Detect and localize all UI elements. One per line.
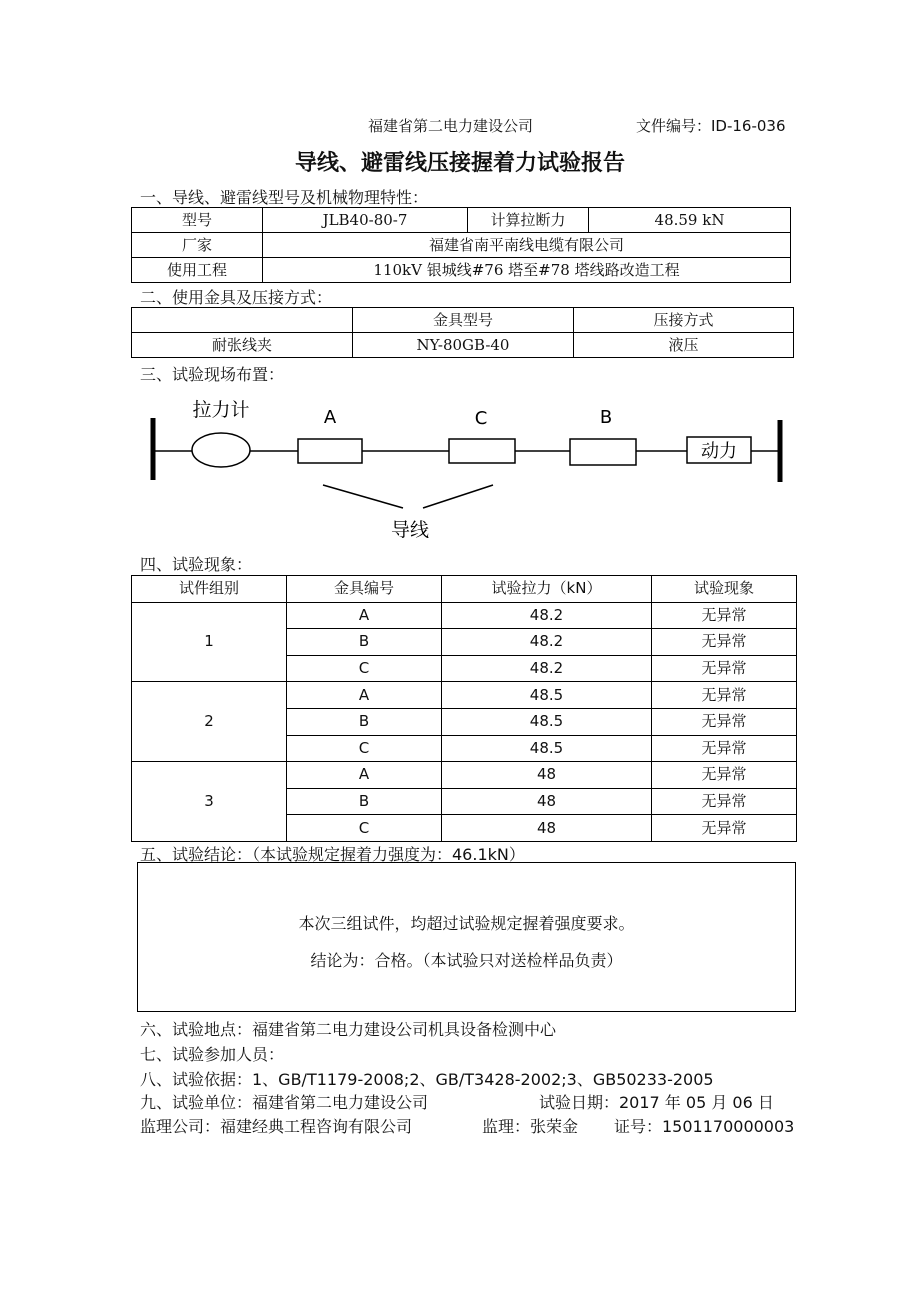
fitting-id-cell: A [287,682,442,709]
pointer-line-right [423,485,493,508]
result-cell: 无异常 [652,815,797,842]
result-cell: 无异常 [652,788,797,815]
fitting-b-box [570,439,636,465]
fitting-id-cell: A [287,602,442,629]
force-header: 试验拉力（kN） [442,576,652,603]
manufacturer-label: 厂家 [132,233,263,258]
tension-meter-shape [192,433,250,467]
test-date: 试验日期：2017 年 05 月 06 日 [539,1093,774,1112]
force-cell: 48.5 [442,682,652,709]
table-row [132,333,794,358]
document-number: 文件编号：ID-16-036 [636,117,786,135]
certificate-number: 证号：1501170000003 [614,1117,795,1136]
break-force-label: 计算拉断力 [468,208,589,233]
fitting-b-label: B [599,407,613,428]
fitting-id-cell: B [287,788,442,815]
empty-cell [132,308,353,333]
participants: 七、试验参加人员： [140,1045,285,1064]
report-title: 导线、避雷线压接握着力试验报告 [294,151,625,176]
fitting-model: NY-80GB-40 [353,333,574,358]
result-cell: 无异常 [652,655,797,682]
table-row [132,233,791,258]
section2-heading: 二、使用金具及压接方式： [140,288,333,307]
fitting-id-cell: C [287,735,442,762]
group-cell: 1 [132,602,287,682]
section5-heading: 五、试验结论：（本试验规定握着力强度为：46.1kN） [140,845,525,864]
table-header-row [132,576,797,603]
force-cell: 48 [442,815,652,842]
group-header: 试件组别 [132,576,287,603]
force-cell: 48.5 [442,735,652,762]
conclusion-line-1: 本次三组试件，均超过试验规定握着强度要求。 [298,914,635,933]
force-cell: 48.2 [442,629,652,656]
conductor-label: 导线 [390,519,430,541]
power-label: 动力 [701,441,737,462]
project-value: 110kV 银城线#76 塔至#78 塔线路改造工程 [263,258,791,283]
table-row [132,208,791,233]
fitting-model-header: 金具型号 [353,308,574,333]
force-cell: 48 [442,762,652,789]
fitting-id-cell: C [287,815,442,842]
fitting-id-cell: A [287,762,442,789]
table-row [132,602,797,629]
result-cell: 无异常 [652,708,797,735]
fitting-c-label: C [474,408,488,429]
conclusion-box [137,862,796,1012]
crimp-method-header: 压接方式 [574,308,794,333]
fitting-a-label: A [323,407,337,428]
manufacturer-value: 福建省南平南线电缆有限公司 [263,233,791,258]
model-value: JLB40-80-7 [263,208,468,233]
table-row [132,258,791,283]
table-row [132,682,797,709]
result-cell: 无异常 [652,602,797,629]
fitting-id-cell: B [287,629,442,656]
group-cell: 3 [132,762,287,842]
fitting-c-box [449,439,515,463]
force-cell: 48 [442,788,652,815]
conclusion-line-2: 结论为：合格。（本试验只对送检样品负责） [310,951,623,970]
section1-heading: 一、导线、避雷线型号及机械物理特性： [140,188,429,207]
force-cell: 48.5 [442,708,652,735]
result-cell: 无异常 [652,735,797,762]
conductor-spec-table [131,207,791,283]
fitting-id-header: 金具编号 [287,576,442,603]
break-force-value: 48.59 kN [589,208,791,233]
fitting-table [131,307,794,358]
fitting-id-cell: B [287,708,442,735]
fitting-a-box [298,439,362,463]
result-cell: 无异常 [652,762,797,789]
test-location: 六、试验地点：福建省第二电力建设公司机具设备检测中心 [140,1020,557,1039]
supervisor-company: 监理公司：福建经典工程咨询有限公司 [140,1117,413,1136]
project-label: 使用工程 [132,258,263,283]
test-layout-diagram [140,390,800,550]
fitting-name: 耐张线夹 [132,333,353,358]
fitting-id-cell: C [287,655,442,682]
tension-meter-label: 拉力计 [192,399,250,421]
group-cell: 2 [132,682,287,762]
crimp-method: 液压 [574,333,794,358]
test-unit: 九、试验单位：福建省第二电力建设公司 [140,1093,429,1112]
force-cell: 48.2 [442,655,652,682]
section4-heading: 四、试验现象： [140,555,253,574]
result-cell: 无异常 [652,682,797,709]
model-label: 型号 [132,208,263,233]
test-results-table [131,575,797,842]
table-row [132,308,794,333]
force-cell: 48.2 [442,602,652,629]
result-cell: 无异常 [652,629,797,656]
pointer-line-left [323,485,403,508]
table-row [132,762,797,789]
company-header: 福建省第二电力建设公司 [368,117,534,135]
supervisor-name: 监理：张荣金 [482,1117,579,1136]
result-header: 试验现象 [652,576,797,603]
test-basis: 八、试验依据：1、GB/T1179-2008;2、GB/T3428-2002;3、GB50233-2005 [140,1070,714,1089]
section3-heading: 三、试验现场布置： [140,365,285,384]
